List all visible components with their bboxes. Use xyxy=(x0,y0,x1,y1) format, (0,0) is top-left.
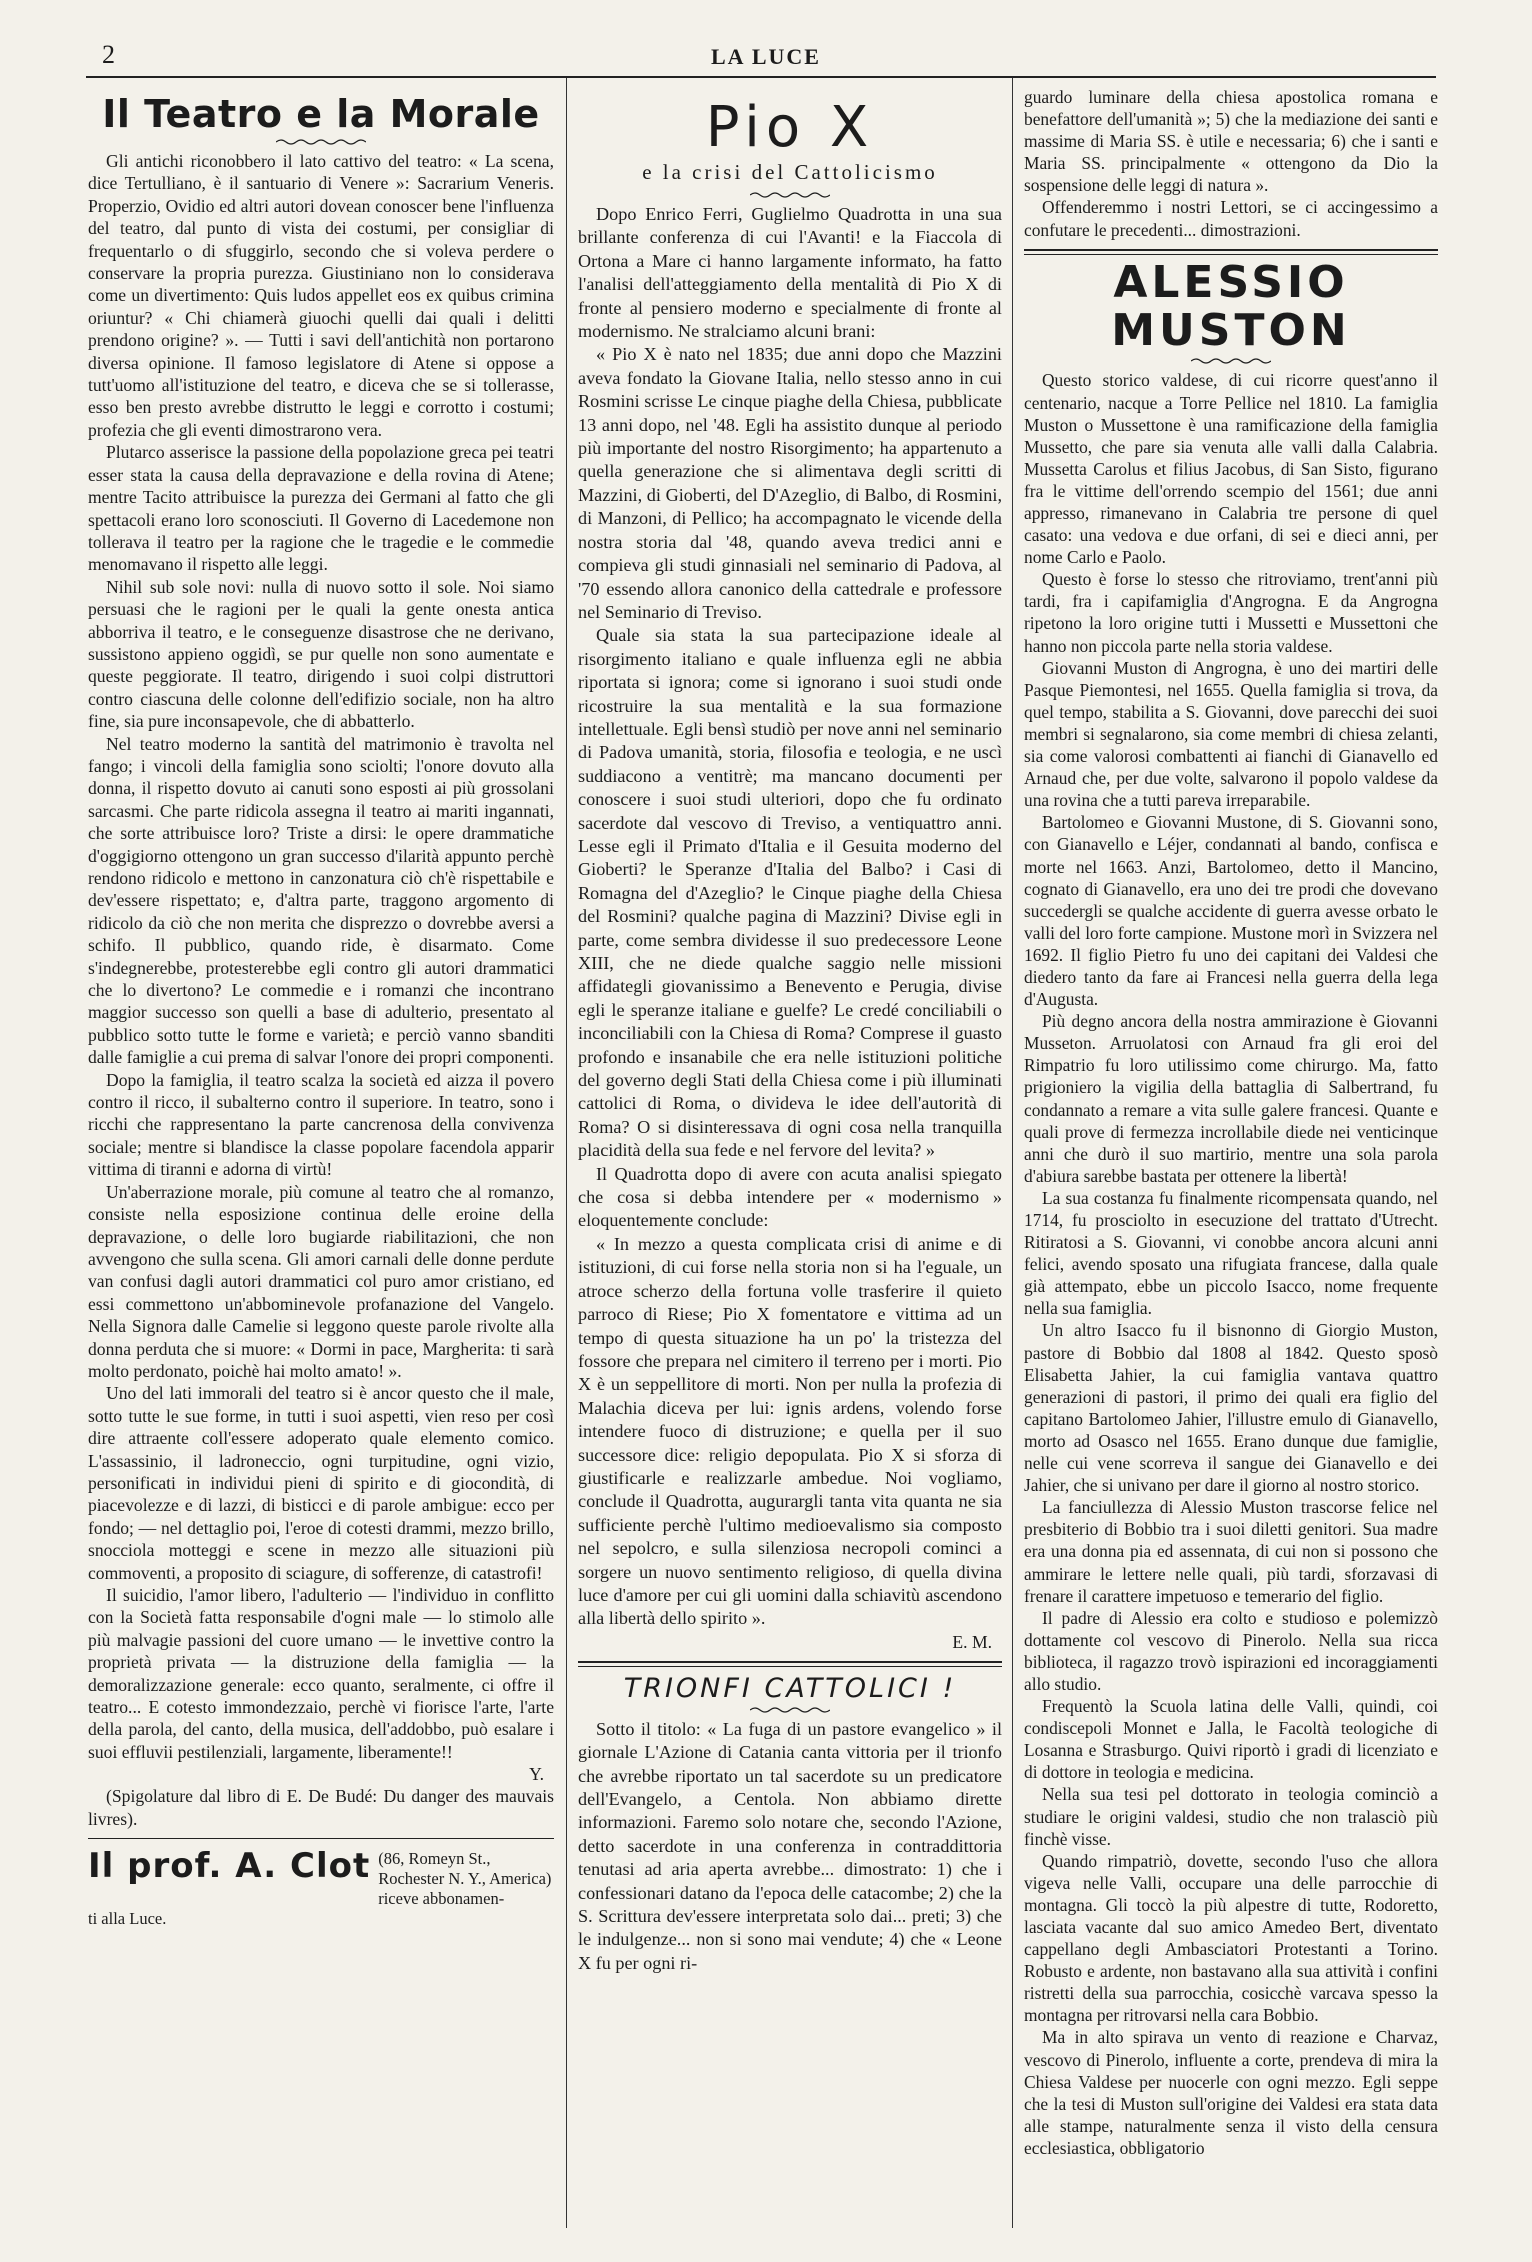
paragraph: Ma in alto spirava un vento di reazione e Charvaz, vescovo di Pinerolo, influente a corte, prendeva di mira la Chiesa Valdese per nuocerle con ogni mezzo. Egli seppe che la tesi di Muston sull'origine dei Valdesi era stata data alle stampe, naturalmente senza il visto della censura ecclesiastica, obbligatorio xyxy=(1024,2027,1438,2158)
paragraph: Un altro Isacco fu il bisnonno di Giorgio Muston, pastore di Bobbio dal 1808 al 1842. Questo sposò Elisabetta Jahier, la cui famiglia vantava quattro generazioni di pastori, il primo dei quali era figlio del capitano Bartolomeo Jahier, l'illustre emulo di Gianavello, morto ad Osasco nel 1655. Erano dunque due famiglie, nelle cui vene scorreva il sangue dei Gianavello e dei Jahier, che si univano per dare il giorno al nostro storico. xyxy=(1024,1320,1438,1496)
section-rule xyxy=(578,1661,1002,1667)
paragraph: Il suicidio, l'amor libero, l'adulterio — l'individuo in conflitto con la Società fatta responsabile d'ogni male — lo stimolo alle più malvagie passioni del cuore umano — le invettive contro la proprietà privata — la distruzione della famiglia — la demoralizzazione generale: ecco quanto, seralmente, ci offre il teatro... E cotesto immondezzaio, perchè vi fiorisce l'arte, l'arte della parola, del canto, della musica, dell'addobbo, può esalare i suoi effluvii pestilenziali, largamente, liberamente!! xyxy=(88,1585,554,1762)
paragraph: La sua costanza fu finalmente ricompensata quando, nel 1714, fu prosciolto in esecuzione del trattato d'Utrecht. Ritiratosi a S. Giovanni, vi conobbe ancora alcuni anni felici, avendo sposato una rifugiata francese, dalla quale già attempato, ebbe un piccolo Isacco, nome frequente nella sua famiglia. xyxy=(1024,1187,1438,1319)
article-title-muston: ALESSIO MUSTON xyxy=(1111,256,1351,357)
wave-ornament-icon xyxy=(750,1706,830,1714)
paragraph: Gli antichi riconobbero il lato cattivo del teatro: « La scena, dice Tertulliano, è il santuario di Venere »: Sacrarium Veneris. Properzio, Ovidio ed altri autori dovean conoscer bene l'influenza del teatro, dal punto di vista dei costumi, per consigliar di frequentarlo o di sfuggirlo, secondo che si voleva perdere o conservare la propria purezza. Giustiniano non lo considerava come un divertimento: Quis ludos appellet eos ex quibus crimina oriuntur? « Chi chiamerà giuochi quelli dai quali i delitti prendono origine? ». — Tutti i savi dell'antichità non portarono diversa opinione. Il famoso legislatore di Atene si oppose a tutt'uomo all'istituzione del teatro, e diceva che se si tollerasse, esso ben presto avrebbe distrutto le leggi e corrotto i costumi; profezia che gli eventi dimostrarono vera. xyxy=(88,151,554,440)
paragraph-continuation: Offenderemmo i nostri Lettori, se ci accingessimo a confutare le precedenti... dimostrazioni. xyxy=(1024,197,1438,240)
advertisement xyxy=(88,1846,554,1909)
wave-ornament-icon xyxy=(1191,357,1271,365)
section-rule xyxy=(88,1838,554,1839)
paragraph: Sotto il titolo: « La fuga di un pastore evangelico » il giornale L'Azione di Catania canta vittoria per il trionfo che avrebbe riportato un tal sacerdote su un predicatore dell'Evangelo, a Centola. Non abbiamo dirette informazioni. Faremo solo notare che, secondo l'Azione, detto sacerdote in una conferenza in contraddittoria tenutasi ad aria aperta avrebbe... dimostrato: 1) che i confessionari datano da l'epoca delle catacombe; 2) che la S. Scrittura dev'essere interpretata solo dai... preti; 3) che le indulgenze... non si sono mai vendute; 4) che « Leone X fu per ogni ri- xyxy=(578,1718,1002,1973)
paragraph-continuation: guardo luminare della chiesa apostolica romana e benefattore dell'umanità »; 5) che la mediazione dei santi e massime di Maria SS. è utile e necessaria; 6) che i santi e Maria SS. principalmente « ottengono da Dio la sospensione delle leggi di natura ». xyxy=(1024,87,1438,196)
source-note: (Spigolature dal libro di E. De Budé: Du danger des mauvais livres). xyxy=(88,1786,554,1829)
column-divider xyxy=(566,78,567,2228)
paragraph: Un'aberrazione morale, più comune al teatro che al romanzo, consiste nella esposizione continua delle eroine della depravazione, o delle loro bugiarde riabilitazioni, che non avvengono che sulla scena. Gli amori carnali delle donne perdute van confusi dagli autori drammatici col puro amor cristiano, ed essi commettono un'abbominevole profanazione del Vangelo. Nella Signora dalle Camelie si leggono queste parole rivolte alla donna perduta che si muore: « Dormi in pace, Margherita: ti sarà molto perdonato, poichè hai molto amato! ». xyxy=(88,1181,554,1381)
paragraph: « In mezzo a questa complicata crisi di anime e di istituzioni, di cui forse nella storia non si ha l'eguale, un atroce scherzo della fortuna volle trasferire il quieto parroco di Riese; Pio X fomentatore e vittima ad un tempo di questa situazione ha un po' la tristezza del fossore che prepara nel cimitero il terreno per i morti. Pio X è un seppellitore di morti. Non per nulla la profezia di Malachia diceva per lui: ignis ardens, volendo forse intendere fuoco di distruzione; e quella per il suo successore dice: religio depopulata. Pio X si sforza di giustificarle e realizzarle ambedue. Noi vogliamo, conclude il Quadrotta, augurargli tanta vita quanta ne sia sufficiente perchè l'ultimo medioevalismo sia composto nel sepolcro, e sulla silenziosa necropoli cominci a sorgere un nuovo sentimento religioso, di quella divina luce d'amore per cui gli uomini dalla schiavitù ascendono alla libertà dello spirito ». xyxy=(578,1233,1002,1629)
paragraph: Nihil sub sole novi: nulla di nuovo sotto il sole. Noi siamo persuasi che le ragioni per le quali la gente onesta antica abborriva il teatro, e le conseguenze disastrose che ne derivano, sussistono appieno oggidì, se pur quelle non sono aumentate e queste peggiorate. Il teatro, dirigendo i suoi colpi distruttori contro ciascuna delle colonne dell'edifizio sociale, non ha altro fine, sia pure inconsapevole, che di abbatterlo. xyxy=(88,576,554,732)
column-left xyxy=(88,86,554,2226)
paragraph: « Pio X è nato nel 1835; due anni dopo che Mazzini aveva fondato la Giovane Italia, nello stesso anno in cui Rosmini scrisse Le cinque piaghe della Chiesa, pubblicate 13 anni dopo, nel '48. Egli ha assistito dunque al periodo più importante del nostro Risorgimento; ha appartenuto a quella generazione che si alimentava degli scritti di Mazzini, di Gioberti, del D'Azeglio, di Balbo, di Rosmini, di Manzoni, di Pellico; ha accompagnato le vicende della nostra storia dal '48, quando aveva tredici anni e compieva gli studi ginnasiali nel seminario di Padova, al '70 essendo allora canonico della cattedrale e professore nel Seminario di Treviso. xyxy=(578,344,1002,622)
paragraph: Frequentò la Scuola latina delle Valli, quindi, coi condiscepoli Monnet e Jalla, le Facoltà teologiche di Losanna e Strasburgo. Quivi riportò i gradi di licenziato e di dottore in teologia e medicina. xyxy=(1024,1696,1438,1783)
paragraph: Il Quadrotta dopo di avere con acuta analisi spiegato che cosa si debba intendere per « modernismo » eloquentemente conclude: xyxy=(578,1163,1002,1231)
paragraph: Dopo Enrico Ferri, Guglielmo Quadrotta in una sua brillante conferenza di cui l'Avanti! e la Fiaccola di Ortona a Mare ci hanno largamente informato, ha fatto l'analisi dell'atteggiamento della mentalità di Pio X di fronte al pensiero moderno e specialmente di fronte al modernismo. Ne stralciamo alcuni brani: xyxy=(578,204,1002,342)
article-title-trionfi: TRIONFI CATTOLICI ! xyxy=(623,1672,957,1704)
signature: E. M. xyxy=(952,1631,992,1652)
paragraph: Più degno ancora della nostra ammirazione è Giovanni Musseton. Arruolatosi con Arnaud fra gli eroi del Rimpatrio fu loro utilissimo come chirurgo. Ma, fatto prigioniero la vigilia della battaglia di Salbertrand, fu condannato a remare a vita sulle galere francesi. Quante e quali prove di fermezza incrollabile diede nei venticinque anni che durò il suo martirio, mentre una sola parola d'abiura sarebbe bastata per ottenere la libertà! xyxy=(1024,1011,1438,1186)
paragraph: Giovanni Muston di Angrogna, è uno dei martiri delle Pasque Piemontesi, nel 1655. Quella famiglia si trova, da quel tempo, stabilita a S. Giovanni, dove parecchi dei suoi membri si segnalarono, sia come membri di chiesa zelanti, sia come valorosi combattenti ai fianchi di Gianavello ed Arnaud che, per due volte, salvarono il popolo valdese da una rovina che a tutti pareva irreparabile. xyxy=(1024,657,1438,811)
article-title-pio: Pio X xyxy=(705,95,875,160)
paragraph: Questo storico valdese, di cui ricorre quest'anno il centenario, nacque a Torre Pellice nel 1810. La famiglia Muston o Mussettone è una ramificazione della famiglia Mussetto, che pare sia venuta alle valli dalla Calabria. Mussetta Carolus et filius Jacobus, di San Sisto, figurano fra le vittime dell'orrendo scempio del 1561; due anni appresso, rimanevano in Calabria tre persone di quel casato: una vedova e due orfani, di sei e dieci anni, per nome Carlo e Paolo. xyxy=(1024,370,1438,568)
header-rule xyxy=(86,76,1436,78)
article-subtitle: e la crisi del Cattolicismo xyxy=(642,160,938,184)
ad-tail: ti alla Luce. xyxy=(88,1909,167,1929)
paragraph: Nella sua tesi pel dottorato in teologia cominciò a studiare le origini valdesi, studio che non tralasciò più finchè visse. xyxy=(1024,1784,1438,1849)
page-number: 2 xyxy=(102,40,115,69)
ad-text: (86, Romeyn St., Rochester N. Y., America) riceve abbonamen- xyxy=(378,1849,552,1909)
signature: Y. xyxy=(529,1764,544,1785)
ad-name: Il prof. A. Clot xyxy=(88,1846,371,1887)
paragraph: Quando rimpatriò, dovette, secondo l'uso che allora vigeva nelle Valli, occupare una delle parrocchie di montagna. Gli toccò la più alpestre di tutte, Rodoretto, lasciata vacante dal suo amico Amedeo Bert, diventato cappellano degli Ambasciatori Protestanti a Torino. Robusto e ardente, non bastavano alla sua attività i confini ristretti della sua parrocchia, cosicchè varcava spesso la montagna per ritrovarsi nella cara Bobbio. xyxy=(1024,1850,1438,2026)
paragraph: Quale sia stata la sua partecipazione ideale al risorgimento italiano e quale influenza egli ne abbia riportata si ignora; come si ignorano i suoi studi onde ricostruire la sua mentalità e la sua formazione intellettuale. Egli bensì studiò per nove anni nel seminario di Padova umanità, storia, filosofia e teologia, e ne uscì suddiacono a ventitrè; ma mancano documenti per conoscere i suoi studi ulteriori, dopo che fu ordinato sacerdote dal vescovo di Treviso, a ventiquattro anni. Lesse egli il Primato d'Italia e il Gesuita moderno del Gioberti? le Speranze d'Italia del Balbo? i Casi di Romagna del d'Azeglio? le Cinque piaghe della Chiesa del Rosmini? qualche pagina di Mazzini? Divise egli in parte, come sembra dividesse il suo predecessore Leone XIII, che ne diede qualche saggio nelle missioni affidategli giovanissimo a Benevento e Perugia, divise egli le speranze italiane e guelfe? Le credé conciliabili o inconciliabili con la Chiesa di Roma? Comprese il guasto profondo e insanabile che era nelle istituzioni politiche del governo degli Stati della Chiesa come i più illuminati cattolici di Roma, o divideva le idee dell'autorità di Roma? O si disinteressava di ogni cosa nella tranquilla placidità della sua fede e nel fervore del levita? » xyxy=(578,625,1002,1161)
paragraph: Dopo la famiglia, il teatro scalza la società ed aizza il povero contro il ricco, il subalterno contro il superiore. In teatro, sono i ricchi che rappresentano la parte cancrenosa della convivenza sociale; mentre si blandisce la classe popolare facendola apparir vittima di tiranni e adorna di virtù! xyxy=(88,1069,554,1180)
column-middle xyxy=(578,86,1002,2226)
masthead: LA LUCE xyxy=(711,44,821,69)
paragraph: La fanciullezza di Alessio Muston trascorse felice nel presbiterio di Bobbio tra i suoi diletti genitori. Sua madre era una donna pia ed assennata, di cui non si possono che ammirare le lettere nelle quali, più tardi, sforzavasi di frenare il carattere impetuoso e temerario del figlio. xyxy=(1024,1497,1438,1606)
column-divider xyxy=(1012,78,1013,2228)
paragraph: Uno del lati immorali del teatro si è ancor questo che il male, sotto tutte le sue forme, in tutti i suoi aspetti, vien reso per così dire attraente coll'essere adoperato quale elemento comico. L'assassinio, il ladroneccio, ogni turpitudine, ogni vizio, personificati in individui pieni di spirito e di giocondità, di piacevolezze e di lazzi, di bisticci e di parole ambigue: ecco per fondo; — nel dettaglio poi, l'eroe di cotesti drammi, mezzo brillo, snocciola motteggi e scene in mezzo alle situazioni più commoventi, a proposito di sciagure, di sofferenze, di catastrofi! xyxy=(88,1383,554,1583)
paragraph: Bartolomeo e Giovanni Mustone, di S. Giovanni sono, con Gianavello e Léjer, condannati al bando, confisca e morte nel 1663. Anzi, Bartolomeo, detto il Mancino, cognato di Gianavello, era uno dei tre prodi che dovevano succedergli se qualche accidente di guerra avesse orbato le valli del loro forte campione. Mustone morì in Svizzera nel 1692. Il figlio Pietro fu uno dei capitani dei Valdesi che diedero tanto da fare ai Francesi nella guerra della lega d'Augusta. xyxy=(1024,812,1438,1010)
column-right xyxy=(1024,86,1438,2226)
paragraph: Questo è forse lo stesso che ritroviamo, trent'anni più tardi, fra i capifamiglia d'Angrogna. E da Angrogna ripetono la loro origine tutti i Mussetti e Mussettoni che hanno non piccola parte nella storia valdese. xyxy=(1024,569,1438,656)
paragraph: Nel teatro moderno la santità del matrimonio è travolta nel fango; i vincoli della famiglia sono sciolti; l'onore dovuto alla donna, il rispetto dovuto ai canuti sono esposti ai più grossolani sarcasmi. Che parte ridicola assegna il teatro ai mariti ingannati, che sorte attribuisce loro? Triste a dirsi: le opere drammatiche d'oggigiorno ottengono un gran successo d'ilarità appunto perchè rendono ridicolo e mettono in canzonatura ciò ch'è rispettabile e dev'essere rispettato; e, d'altra parte, traggono argomento di ridicolo da ciò che non merita che disprezzo o dovrebbe aversi a schifo. Il pubblico, quando ride, è disarmato. Come s'indegnerebbe, protesterebbe egli contro gli autori drammatici che lo divertono? Le commedie e i romanzi che incontrano maggior successo son quelli a base di adulterio, presentato al pubblico sotto tutte le forme e varietà; e perciò vanno sbanditi dalle famiglie a cui prema di salvar l'onore dei propri componenti. xyxy=(88,733,554,1068)
wave-ornament-icon xyxy=(750,191,830,199)
article-title-teatro: Il Teatro e la Morale xyxy=(102,92,540,136)
paragraph: Il padre di Alessio era colto e studioso e polemizzò dottamente col vescovo di Pinerolo. Nella sua ricca biblioteca, il ragazzo trovò ispirazioni ed incoraggiamenti allo studio. xyxy=(1024,1607,1438,1694)
wave-ornament-icon xyxy=(276,138,366,146)
paragraph: Plutarco asserisce la passione della popolazione greca pei teatri esser stata la causa della depravazione e della rovina di Atene; mentre Tacito attribuisce la purezza dei Germani al fatto che gli spettacoli erano loro sconosciuti. Il Governo di Lacedemone non tollerava il teatro per la ragione che le tragedie e le commedie menomavano il rispetto alle leggi. xyxy=(88,442,554,575)
section-rule xyxy=(1024,249,1438,255)
